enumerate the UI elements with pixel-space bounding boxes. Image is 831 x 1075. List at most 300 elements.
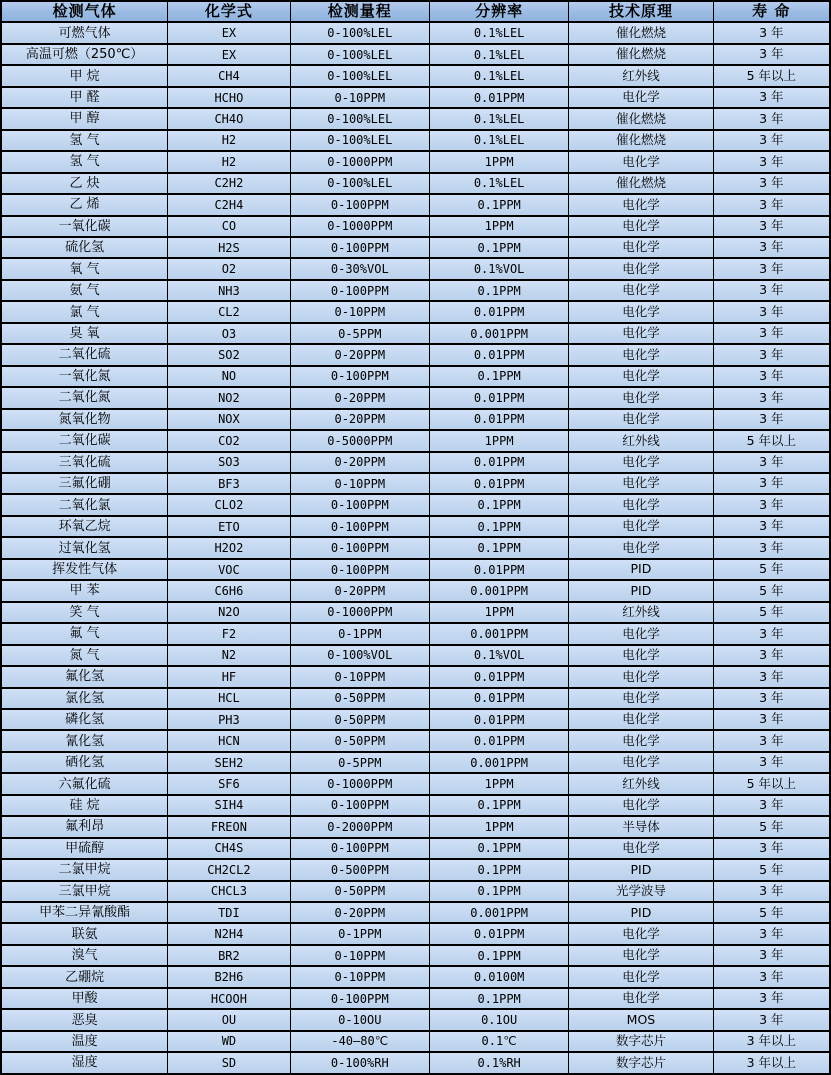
- gas-cell: 硅 烷: [2, 796, 168, 815]
- gas-cell: 氢 气: [2, 152, 168, 171]
- lifespan-cell: 5 年: [759, 904, 784, 920]
- principle-cell: PID: [569, 860, 713, 879]
- gas-cell: 甲 醇: [2, 109, 168, 128]
- formula-cell: WD: [168, 1032, 290, 1051]
- resolution-cell: 0.1PPM: [430, 495, 569, 514]
- formula-cell: N2O: [168, 603, 290, 622]
- range-cell: 0-10PPM: [291, 302, 430, 321]
- gas-cell: 二氧化碳: [2, 431, 168, 450]
- gas-cell: 氯化氢: [2, 689, 168, 708]
- range-cell: 0-10OU: [291, 1010, 430, 1029]
- formula-cell: NO2: [168, 388, 290, 407]
- table-row: [2, 774, 829, 795]
- principle-cell: 电化学: [569, 474, 713, 493]
- resolution-cell: 0.1PPM: [430, 367, 569, 386]
- table-row: [2, 23, 829, 44]
- gas-cell: 氮 气: [2, 646, 168, 665]
- gas-cell: 硫化氢: [2, 238, 168, 257]
- gas-cell: 二氧化硫: [2, 345, 168, 364]
- principle-cell: 电化学: [569, 967, 713, 986]
- principle-cell: 数字芯片: [569, 1053, 713, 1072]
- gas-cell: 硒化氢: [2, 753, 168, 772]
- range-cell: 0-10PPM: [291, 474, 430, 493]
- formula-cell: C2H4: [168, 195, 290, 214]
- resolution-cell: 0.1PPM: [430, 238, 569, 257]
- table-row: [2, 174, 829, 195]
- range-cell: 0-100%LEL: [291, 131, 430, 150]
- resolution-cell: 1PPM: [430, 817, 569, 836]
- formula-cell: NO: [168, 367, 290, 386]
- resolution-cell: 0.01PPM: [430, 924, 569, 943]
- table-header-row: [2, 2, 829, 23]
- lifespan-cell: 3 年: [759, 24, 784, 40]
- gas-cell: 氟利昂: [2, 817, 168, 836]
- resolution-cell: 0.1%LEL: [430, 131, 569, 150]
- range-cell: 0-5000PPM: [291, 431, 430, 450]
- lifespan-cell: 3 年: [759, 175, 784, 191]
- formula-cell: CO: [168, 217, 290, 236]
- range-cell: 0-100%LEL: [291, 109, 430, 128]
- lifespan-cell: 3 年: [759, 196, 784, 212]
- table-row: [2, 753, 829, 774]
- principle-cell: 电化学: [569, 946, 713, 965]
- gas-cell: 氟化氢: [2, 667, 168, 686]
- gas-cell: 三氧化硫: [2, 453, 168, 472]
- lifespan-cell: 3 年: [759, 990, 784, 1006]
- range-cell: 0-20PPM: [291, 345, 430, 364]
- resolution-cell: 0.0100M: [430, 967, 569, 986]
- range-cell: 0-100PPM: [291, 796, 430, 815]
- table-row: [2, 66, 829, 87]
- range-cell: 0-1000PPM: [291, 603, 430, 622]
- principle-cell: 电化学: [569, 410, 713, 429]
- gas-cell: 二氯甲烷: [2, 860, 168, 879]
- resolution-cell: 0.01PPM: [430, 667, 569, 686]
- gas-cell: 三氟化硼: [2, 474, 168, 493]
- lifespan-cell: 3 年: [759, 732, 784, 748]
- range-cell: 0-100%RH: [291, 1053, 430, 1072]
- range-cell: 0-100%LEL: [291, 174, 430, 193]
- resolution-cell: 0.001PPM: [430, 324, 569, 343]
- range-cell: 0-1000PPM: [291, 774, 430, 793]
- table-row: [2, 474, 829, 495]
- gas-cell: 磷化氢: [2, 710, 168, 729]
- range-cell: 0-10PPM: [291, 88, 430, 107]
- formula-cell: NH3: [168, 281, 290, 300]
- lifespan-cell: 3 年: [759, 754, 784, 770]
- table-row: [2, 410, 829, 431]
- table-row: [2, 88, 829, 109]
- range-cell: 0-100PPM: [291, 989, 430, 1008]
- formula-cell: N2H4: [168, 924, 290, 943]
- column-header-principle: 技术原理: [569, 2, 713, 21]
- range-cell: 0-20PPM: [291, 453, 430, 472]
- lifespan-cell: 5 年以上: [746, 432, 797, 448]
- resolution-cell: 0.1OU: [430, 1010, 569, 1029]
- principle-cell: PID: [569, 560, 713, 579]
- principle-cell: 电化学: [569, 731, 713, 750]
- formula-cell: H2O2: [168, 538, 290, 557]
- resolution-cell: 0.01PPM: [430, 410, 569, 429]
- range-cell: 0-100PPM: [291, 495, 430, 514]
- gas-cell: 甲酸: [2, 989, 168, 1008]
- gas-cell: 氮氧化物: [2, 410, 168, 429]
- formula-cell: BR2: [168, 946, 290, 965]
- table-row: [2, 882, 829, 903]
- table-row: [2, 581, 829, 602]
- lifespan-cell: 3 年: [759, 625, 784, 641]
- lifespan-cell: 3 年: [759, 260, 784, 276]
- lifespan-cell: 3 年: [759, 453, 784, 469]
- formula-cell: HCN: [168, 731, 290, 750]
- table-row: [2, 495, 829, 516]
- gas-cell: 甲 烷: [2, 66, 168, 85]
- formula-cell: H2S: [168, 238, 290, 257]
- resolution-cell: 0.1PPM: [430, 839, 569, 858]
- range-cell: 0-100PPM: [291, 281, 430, 300]
- principle-cell: 电化学: [569, 302, 713, 321]
- formula-cell: C6H6: [168, 581, 290, 600]
- formula-cell: F2: [168, 624, 290, 643]
- formula-cell: BF3: [168, 474, 290, 493]
- range-cell: 0-50PPM: [291, 710, 430, 729]
- formula-cell: C2H2: [168, 174, 290, 193]
- resolution-cell: 0.01PPM: [430, 302, 569, 321]
- lifespan-cell: 3 年: [759, 711, 784, 727]
- gas-cell: 氨 气: [2, 281, 168, 300]
- principle-cell: 电化学: [569, 710, 713, 729]
- resolution-cell: 0.01PPM: [430, 453, 569, 472]
- resolution-cell: 0.1PPM: [430, 860, 569, 879]
- gas-cell: 氟 气: [2, 624, 168, 643]
- principle-cell: 电化学: [569, 88, 713, 107]
- range-cell: 0-5PPM: [291, 324, 430, 343]
- principle-cell: PID: [569, 581, 713, 600]
- lifespan-cell: 3 年: [759, 668, 784, 684]
- range-cell: 0-100PPM: [291, 238, 430, 257]
- lifespan-cell: 3 年: [759, 411, 784, 427]
- table-row: [2, 152, 829, 173]
- lifespan-cell: 3 年: [759, 968, 784, 984]
- lifespan-cell: 5 年以上: [746, 775, 797, 791]
- lifespan-cell: 3 年: [759, 883, 784, 899]
- lifespan-cell: 3 年: [759, 325, 784, 341]
- formula-cell: B2H6: [168, 967, 290, 986]
- resolution-cell: 0.1PPM: [430, 989, 569, 1008]
- resolution-cell: 0.1%RH: [430, 1053, 569, 1072]
- resolution-cell: 0.1%LEL: [430, 174, 569, 193]
- lifespan-cell: 5 年: [759, 818, 784, 834]
- principle-cell: 电化学: [569, 624, 713, 643]
- principle-cell: 红外线: [569, 774, 713, 793]
- formula-cell: H2: [168, 131, 290, 150]
- principle-cell: 电化学: [569, 689, 713, 708]
- gas-cell: 可燃气体: [2, 23, 168, 42]
- range-cell: 0-100PPM: [291, 839, 430, 858]
- table-row: [2, 259, 829, 280]
- gas-cell: 氢 气: [2, 131, 168, 150]
- range-cell: 0-100%LEL: [291, 23, 430, 42]
- lifespan-cell: 3 年: [759, 496, 784, 512]
- table-row: [2, 989, 829, 1010]
- range-cell: 0-500PPM: [291, 860, 430, 879]
- resolution-cell: 0.01PPM: [430, 388, 569, 407]
- gas-cell: 高温可燃（250℃）: [2, 45, 168, 64]
- gas-cell: 乙硼烷: [2, 967, 168, 986]
- table-row: [2, 967, 829, 988]
- range-cell: 0-50PPM: [291, 731, 430, 750]
- formula-cell: CO2: [168, 431, 290, 450]
- table-row: [2, 345, 829, 366]
- principle-cell: 电化学: [569, 152, 713, 171]
- resolution-cell: 0.01PPM: [430, 689, 569, 708]
- gas-cell: 氯 气: [2, 302, 168, 321]
- lifespan-cell: 3 年: [759, 1011, 784, 1027]
- column-header-gas: 检测气体: [2, 2, 168, 21]
- formula-cell: CH4O: [168, 109, 290, 128]
- gas-cell: 温度: [2, 1032, 168, 1051]
- lifespan-cell: 3 年: [759, 282, 784, 298]
- resolution-cell: 0.1PPM: [430, 517, 569, 536]
- lifespan-cell: 3 年: [759, 303, 784, 319]
- table-row: [2, 1053, 829, 1072]
- principle-cell: 电化学: [569, 195, 713, 214]
- table-row: [2, 431, 829, 452]
- lifespan-cell: 3 年: [759, 389, 784, 405]
- range-cell: 0-100PPM: [291, 367, 430, 386]
- range-cell: 0-5PPM: [291, 753, 430, 772]
- formula-cell: CH4S: [168, 839, 290, 858]
- gas-cell: 二氧化氮: [2, 388, 168, 407]
- gas-cell: 六氟化硫: [2, 774, 168, 793]
- formula-cell: CH4: [168, 66, 290, 85]
- resolution-cell: 0.001PPM: [430, 903, 569, 922]
- lifespan-cell: 3 年: [759, 689, 784, 705]
- gas-cell: 乙 炔: [2, 174, 168, 193]
- principle-cell: 电化学: [569, 667, 713, 686]
- table-row: [2, 238, 829, 259]
- resolution-cell: 0.1%VOL: [430, 646, 569, 665]
- resolution-cell: 0.1PPM: [430, 281, 569, 300]
- range-cell: 0-2000PPM: [291, 817, 430, 836]
- range-cell: 0-100%VOL: [291, 646, 430, 665]
- table-row: [2, 1032, 829, 1053]
- table-row: [2, 924, 829, 945]
- table-row: [2, 817, 829, 838]
- gas-cell: 甲苯二异氰酸酯: [2, 903, 168, 922]
- lifespan-cell: 5 年: [759, 582, 784, 598]
- lifespan-cell: 5 年以上: [746, 67, 797, 83]
- resolution-cell: 1PPM: [430, 152, 569, 171]
- resolution-cell: 1PPM: [430, 431, 569, 450]
- lifespan-cell: 3 年: [759, 368, 784, 384]
- table-row: [2, 839, 829, 860]
- principle-cell: 催化燃烧: [569, 45, 713, 64]
- table-row: [2, 860, 829, 881]
- principle-cell: 数字芯片: [569, 1032, 713, 1051]
- formula-cell: SO2: [168, 345, 290, 364]
- principle-cell: 电化学: [569, 924, 713, 943]
- table-row: [2, 1010, 829, 1031]
- principle-cell: 电化学: [569, 796, 713, 815]
- lifespan-cell: 5 年: [759, 604, 784, 620]
- gas-cell: 氰化氢: [2, 731, 168, 750]
- lifespan-cell: 3 年: [759, 110, 784, 126]
- resolution-cell: 1PPM: [430, 603, 569, 622]
- resolution-cell: 0.1%LEL: [430, 23, 569, 42]
- resolution-cell: 0.1%LEL: [430, 45, 569, 64]
- formula-cell: ETO: [168, 517, 290, 536]
- range-cell: 0-30%VOL: [291, 259, 430, 278]
- formula-cell: OU: [168, 1010, 290, 1029]
- lifespan-cell: 3 年: [759, 539, 784, 555]
- principle-cell: 催化燃烧: [569, 131, 713, 150]
- formula-cell: CLO2: [168, 495, 290, 514]
- column-header-range: 检测量程: [291, 2, 430, 21]
- table-row: [2, 603, 829, 624]
- gas-cell: 笑 气: [2, 603, 168, 622]
- principle-cell: 电化学: [569, 259, 713, 278]
- gas-cell: 一氧化碳: [2, 217, 168, 236]
- principle-cell: 电化学: [569, 495, 713, 514]
- range-cell: 0-100%LEL: [291, 66, 430, 85]
- range-cell: 0-1000PPM: [291, 152, 430, 171]
- principle-cell: 光学波导: [569, 882, 713, 901]
- resolution-cell: 0.01PPM: [430, 560, 569, 579]
- range-cell: 0-1PPM: [291, 624, 430, 643]
- range-cell: 0-20PPM: [291, 388, 430, 407]
- gas-cell: 湿度: [2, 1053, 168, 1072]
- column-header-lifespan: 寿 命: [752, 2, 791, 21]
- resolution-cell: 0.001PPM: [430, 753, 569, 772]
- principle-cell: 红外线: [569, 431, 713, 450]
- resolution-cell: 0.01PPM: [430, 474, 569, 493]
- principle-cell: 电化学: [569, 345, 713, 364]
- range-cell: 0-100PPM: [291, 517, 430, 536]
- lifespan-cell: 3 年: [759, 840, 784, 856]
- formula-cell: CH2CL2: [168, 860, 290, 879]
- principle-cell: 电化学: [569, 453, 713, 472]
- lifespan-cell: 3 年: [759, 797, 784, 813]
- table-row: [2, 195, 829, 216]
- lifespan-cell: 3 年: [759, 46, 784, 62]
- gas-cell: 溴气: [2, 946, 168, 965]
- range-cell: 0-50PPM: [291, 689, 430, 708]
- principle-cell: 电化学: [569, 281, 713, 300]
- principle-cell: 催化燃烧: [569, 23, 713, 42]
- resolution-cell: 0.1PPM: [430, 538, 569, 557]
- range-cell: 0-10PPM: [291, 967, 430, 986]
- table-row: [2, 646, 829, 667]
- resolution-cell: 0.01PPM: [430, 345, 569, 364]
- resolution-cell: 0.01PPM: [430, 710, 569, 729]
- range-cell: 0-100PPM: [291, 560, 430, 579]
- gas-cell: 挥发性气体: [2, 560, 168, 579]
- gas-cell: 联氨: [2, 924, 168, 943]
- formula-cell: HCL: [168, 689, 290, 708]
- formula-cell: VOC: [168, 560, 290, 579]
- resolution-cell: 0.1%LEL: [430, 109, 569, 128]
- table-row: [2, 560, 829, 581]
- formula-cell: H2: [168, 152, 290, 171]
- table-row: [2, 131, 829, 152]
- range-cell: 0-100PPM: [291, 538, 430, 557]
- formula-cell: SIH4: [168, 796, 290, 815]
- resolution-cell: 0.1PPM: [430, 946, 569, 965]
- principle-cell: MOS: [569, 1010, 713, 1029]
- range-cell: 0-50PPM: [291, 882, 430, 901]
- resolution-cell: 0.1%VOL: [430, 259, 569, 278]
- gas-cell: 恶臭: [2, 1010, 168, 1029]
- table-row: [2, 302, 829, 323]
- range-cell: 0-1PPM: [291, 924, 430, 943]
- formula-cell: HF: [168, 667, 290, 686]
- formula-cell: O2: [168, 259, 290, 278]
- gas-cell: 氧 气: [2, 259, 168, 278]
- lifespan-cell: 5 年: [759, 861, 784, 877]
- lifespan-cell: 3 年: [759, 925, 784, 941]
- table-row: [2, 946, 829, 967]
- principle-cell: 红外线: [569, 603, 713, 622]
- lifespan-cell: 3 年: [759, 153, 784, 169]
- principle-cell: 电化学: [569, 538, 713, 557]
- table-row: [2, 624, 829, 645]
- lifespan-cell: 3 年: [759, 132, 784, 148]
- principle-cell: PID: [569, 903, 713, 922]
- range-cell: 0-20PPM: [291, 581, 430, 600]
- principle-cell: 红外线: [569, 66, 713, 85]
- table-row: [2, 517, 829, 538]
- table-row: [2, 903, 829, 924]
- gas-cell: 臭 氧: [2, 324, 168, 343]
- resolution-cell: 0.01PPM: [430, 731, 569, 750]
- principle-cell: 电化学: [569, 388, 713, 407]
- gas-cell: 二氧化氯: [2, 495, 168, 514]
- column-header-formula: 化学式: [168, 2, 290, 21]
- formula-cell: FREON: [168, 817, 290, 836]
- formula-cell: TDI: [168, 903, 290, 922]
- formula-cell: SEH2: [168, 753, 290, 772]
- lifespan-cell: 3 年以上: [746, 1033, 797, 1049]
- principle-cell: 电化学: [569, 646, 713, 665]
- resolution-cell: 0.001PPM: [430, 581, 569, 600]
- principle-cell: 电化学: [569, 839, 713, 858]
- table-row: [2, 367, 829, 388]
- lifespan-cell: 3 年: [759, 475, 784, 491]
- gas-cell: 一氧化氮: [2, 367, 168, 386]
- lifespan-cell: 3 年: [759, 89, 784, 105]
- range-cell: 0-1000PPM: [291, 217, 430, 236]
- formula-cell: CL2: [168, 302, 290, 321]
- range-cell: 0-20PPM: [291, 410, 430, 429]
- table-row: [2, 388, 829, 409]
- formula-cell: PH3: [168, 710, 290, 729]
- table-row: [2, 45, 829, 66]
- lifespan-cell: 3 年: [759, 947, 784, 963]
- gas-cell: 甲硫醇: [2, 839, 168, 858]
- formula-cell: N2: [168, 646, 290, 665]
- formula-cell: SF6: [168, 774, 290, 793]
- formula-cell: O3: [168, 324, 290, 343]
- gas-cell: 甲 苯: [2, 581, 168, 600]
- principle-cell: 电化学: [569, 324, 713, 343]
- range-cell: 0-10PPM: [291, 946, 430, 965]
- resolution-cell: 1PPM: [430, 217, 569, 236]
- table-row: [2, 453, 829, 474]
- gas-cell: 三氯甲烷: [2, 882, 168, 901]
- principle-cell: 电化学: [569, 238, 713, 257]
- lifespan-cell: 3 年: [759, 518, 784, 534]
